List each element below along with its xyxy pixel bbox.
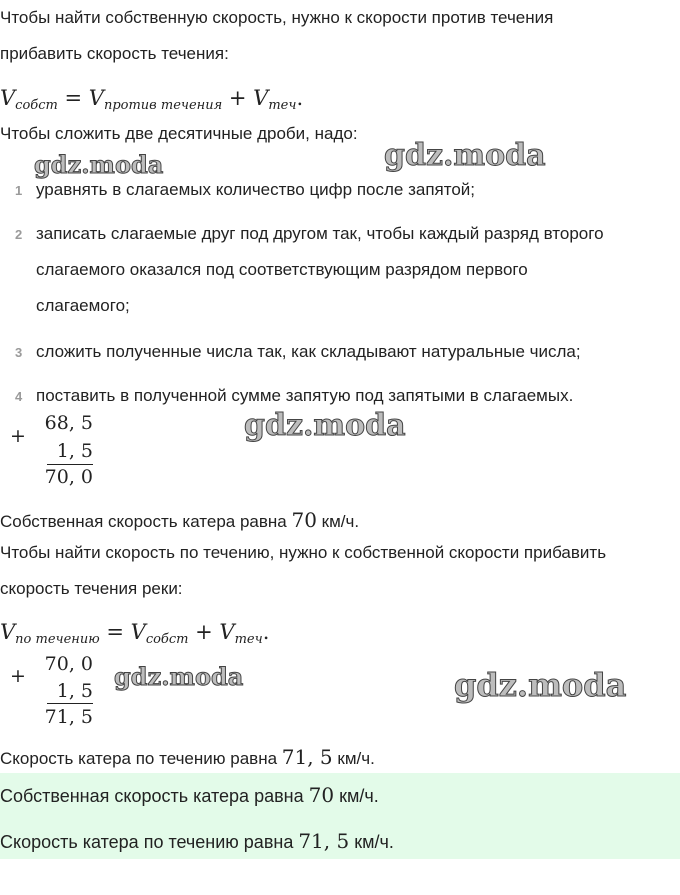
formula-var: V [88,86,104,110]
step-number: 4 [15,389,23,404]
step-text: поставить в полученной сумме запятую под запятыми в слагаемых. [36,386,574,405]
addend: 68, 5 [44,412,93,434]
result-unit: км/ч. [316,512,360,531]
plus-sign: + [10,665,26,687]
answer-value: 71, 5 [298,829,350,853]
watermark: gdz.moda [244,408,406,443]
formula-var: V [130,620,146,644]
formula-own-speed [0,86,303,113]
result-value: 70 [291,508,317,532]
watermark: gdz.moda [454,666,627,704]
answer-text: Собственная скорость катера равна [0,786,309,806]
paragraph-line: Чтобы сложить две десятичные дроби, надо: [0,124,358,143]
formula-operator: + [188,620,220,644]
answer-value: 70 [308,783,335,807]
result-unit: км/ч. [332,749,375,768]
addend: 1, 5 [56,440,93,462]
formula-var: V [253,86,269,110]
formula-end: . [262,620,270,644]
result-downstream-speed [0,745,375,769]
formula-subscript: теч [268,98,297,113]
formula-end: . [296,86,304,110]
sum: 71, 5 [44,706,93,728]
step-text: сложить полученные числа так, как складывают натуральные числа; [36,342,581,361]
result-own-speed [0,508,359,532]
step-number: 2 [15,227,23,242]
formula-var: V [219,620,235,644]
paragraph-line: прибавить скорость течения: [0,44,229,63]
watermark: gdz.moda [114,662,244,691]
addend: 1, 5 [56,680,93,702]
answer-line [0,783,379,807]
answer-unit: км/ч. [334,786,379,806]
formula-subscript: по течению [15,632,100,647]
formula-downstream-speed [0,620,269,647]
answer-line [0,829,394,853]
answer-text: Скорость катера по течению равна [0,832,299,852]
addend: 70, 0 [44,653,93,675]
paragraph-line: скорость течения реки: [0,579,183,598]
step-text: записать слагаемые друг под другом так, чтобы каждый разряд второго [36,224,604,243]
sum-line [47,464,93,465]
formula-subscript: против течения [103,98,223,113]
formula-operator: = [99,620,131,644]
sum: 70, 0 [44,466,93,488]
result-text: Собственная скорость катера равна [0,512,292,531]
formula-operator: + [222,86,254,110]
column-addition-2 [40,651,93,731]
step-text: уравнять в слагаемых количество цифр после запятой; [36,180,476,199]
answer-block [0,773,680,859]
formula-subscript: собст [145,632,189,647]
formula-subscript: собст [15,98,58,113]
formula-operator: = [57,86,89,110]
step-text: слагаемого; [36,296,130,315]
result-value: 71, 5 [281,745,333,769]
watermark: gdz.moda [34,150,164,179]
paragraph-line: Чтобы найти скорость по течению, нужно к собственной скорости прибавить [0,543,607,562]
plus-sign: + [10,425,26,447]
sum-line [47,703,93,704]
answer-unit: км/ч. [349,832,394,852]
watermark: gdz.moda [384,138,546,173]
formula-var: V [0,620,16,644]
column-addition-1 [40,410,93,490]
result-text: Скорость катера по течению равна [0,749,282,768]
formula-subscript: теч [234,632,263,647]
step-number: 1 [15,183,23,198]
paragraph-line: Чтобы найти собственную скорость, нужно к скорости против течения [0,8,554,27]
step-number: 3 [15,345,23,360]
formula-var: V [0,86,16,110]
step-text: слагаемого оказался под соответствующим разрядом первого [36,260,528,279]
